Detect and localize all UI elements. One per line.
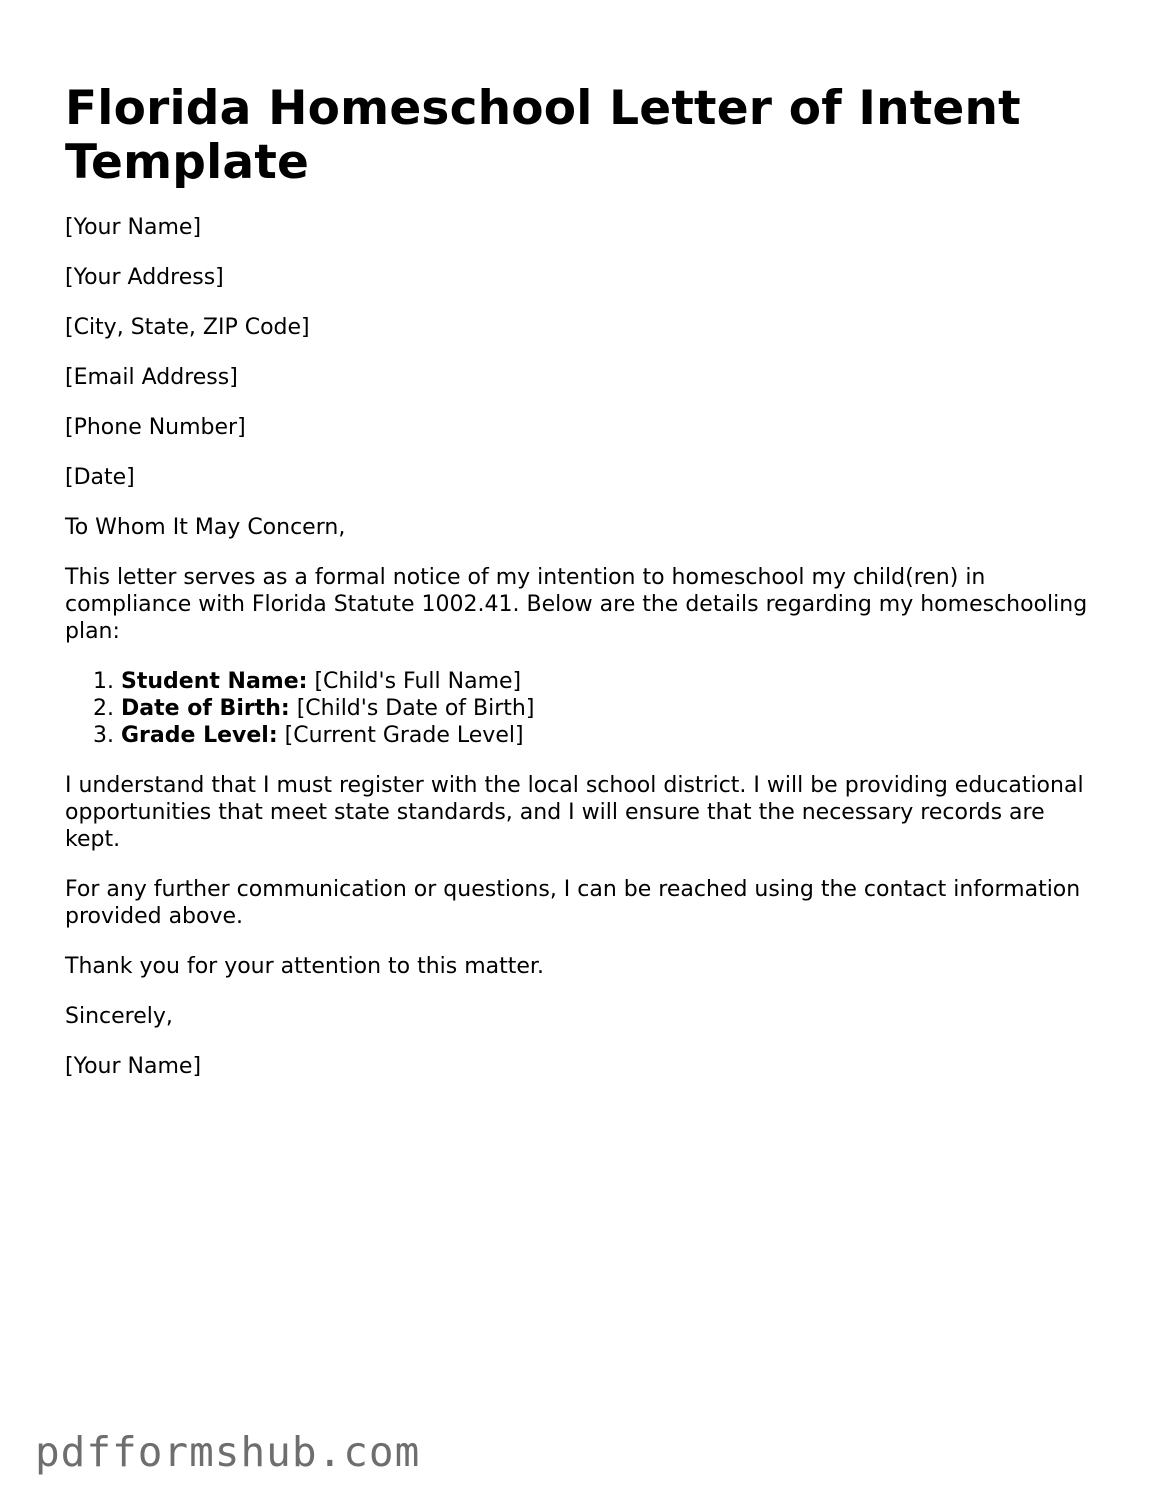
intro-paragraph: This letter serves as a formal notice of my intention to homeschool my child(ren) in compliance with Florida Statute 1002.41. Below are the details regarding my homeschooling plan: xyxy=(65,565,1088,644)
sender-email: [Email Address] xyxy=(65,365,238,390)
contact-paragraph: For any further communication or questions, I can be reached using the contact information provided above. xyxy=(65,877,1081,929)
salutation: To Whom It May Concern, xyxy=(65,515,346,540)
sender-name: [Your Name] xyxy=(65,215,202,240)
sender-phone: [Phone Number] xyxy=(65,415,246,440)
detail-value: [Current Grade Level] xyxy=(284,723,524,748)
detail-label: Date of Birth: xyxy=(121,696,290,721)
details-list xyxy=(65,668,1105,749)
watermark: pdfformshub.com xyxy=(35,1428,421,1476)
thanks-line: Thank you for your attention to this matter. xyxy=(65,954,544,979)
letter-page xyxy=(65,82,1105,1103)
list-item xyxy=(121,695,1105,722)
closing-line: Sincerely, xyxy=(65,1004,173,1029)
detail-label: Student Name: xyxy=(121,669,308,694)
understanding-paragraph: I understand that I must register with the local school district. I will be providing educational opportunities that meet state standards, and I will ensure that the necessary records are kept. xyxy=(65,773,1084,852)
list-item xyxy=(121,722,1105,749)
page-title: Florida Homeschool Letter of Intent Template xyxy=(65,81,1021,190)
detail-label: Grade Level: xyxy=(121,723,278,748)
sender-address: [Your Address] xyxy=(65,265,224,290)
signature-name: [Your Name] xyxy=(65,1054,202,1079)
list-item xyxy=(121,668,1105,695)
detail-value: [Child's Date of Birth] xyxy=(296,696,535,721)
letter-date: [Date] xyxy=(65,465,135,490)
sender-city-state-zip: [City, State, ZIP Code] xyxy=(65,315,310,340)
detail-value: [Child's Full Name] xyxy=(314,669,522,694)
